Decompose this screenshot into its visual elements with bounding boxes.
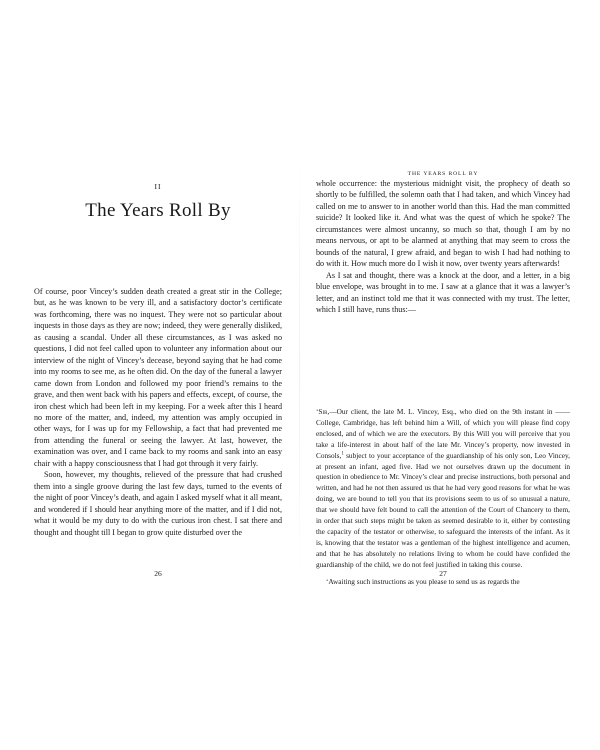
right-page-text <box>316 178 570 315</box>
left-page-text <box>34 286 282 538</box>
right-page <box>316 0 570 750</box>
letter-paragraph <box>316 407 570 571</box>
chapter-title: The Years Roll By <box>85 200 231 221</box>
quoted-letter <box>316 407 570 588</box>
letter-text: —Our client, the late M. L. Vincey, Esq., who died on the 9th instant in —— College, Cambridge, has left behind him a Will, of which you will please find copy enclosed, and of which we are the executors. By this Will you will perceive that you take a life-interest in about half of the late Mr. Vincey’s property, now invested in Consols, <box>316 407 570 460</box>
letter-text: subject to your acceptance of the guardianship of his only son, Leo Vincey, at present an infant, aged five. Had we not ourselves drawn up the document in question in obedience to Mr. Vincey’s clear and precise instructions, both personal and written, and had he not then assured us that he had very good reasons for what he was doing, we are bound to tell you that its provisions seem to us of so unusual a nature, that we should have felt bound to call the attention of the Court of Chancery to them, in order that such steps might be taken as seemed desirable to it, either by contesting the capacity of the testator or otherwise, to safeguard the interests of the infant. As it is, knowing that the testator was a gentleman of the highest intelligence and acumen, and that he has absolutely no relations living to whom he could have confided the guardianship of the child, we do not feel justified in taking this course. <box>316 450 570 569</box>
letter-salutation: ‘Sir, <box>316 407 330 416</box>
footnote-marker: 1 <box>341 451 344 457</box>
running-head: THE YEARS ROLL BY <box>407 171 479 177</box>
paragraph: As I sat and thought, there was a knock at the door, and a letter, in a big blue envelope, was brought in to me. I saw at a glance that it was a lawyer’s letter, and an instinct told me that it was connected with my trust. The letter, which I still have, runs thus:— <box>316 270 570 314</box>
letter-closing: ‘Awaiting such instructions as you please to send us as regards the <box>326 576 520 586</box>
paragraph: Soon, however, my thoughts, relieved of the pressure that had crushed them into a single groove during the last few days, turned to the events of the night of poor Vincey’s death, and again I asked myself what it all meant, and wondered if I should hear anything more of the matter, and if I did not, what it would be my duty to do with the curious iron chest. I sat there and thought and thought till I began to grow quite disturbed over the <box>34 470 282 537</box>
paragraph: whole occurrence: the mysterious midnight visit, the prophecy of death so shortly to be fulfilled, the solemn oath that I had taken, and which Vincey had called on me to answer to in another world than this. Had the man committed suicide? It looked like it. And what was the quest of which he spoke? The circumstances were almost uncanny, so much so that, though I am by no means nervous, or apt to be alarmed at anything that may seem to cross the bounds of the natural, I grew afraid, and began to wish I had had nothing to do with it. How much more do I wish it now, over twenty years afterwards! <box>316 179 570 269</box>
left-page <box>34 0 282 750</box>
page-gutter <box>299 150 300 590</box>
page-number: 27 <box>439 569 447 578</box>
page-number: 26 <box>154 569 162 578</box>
chapter-number: II <box>154 182 162 191</box>
paragraph: Of course, poor Vincey’s sudden death created a great stir in the College; but, as he was known to be very ill, and a satisfactory doctor’s certificate was forthcoming, there was no inquest. They were not so particular about inquests in those days as they are now; indeed, they were generally disliked, as causing a scandal. Under all these circumstances, as I was asked no questions, I did not feel called upon to volunteer any information about our interview of the night of Vincey’s decease, beyond saying that he had come into my rooms to see me, as he often did. On the day of the funeral a lawyer came down from London and followed my poor friend’s remains to the grave, and then went back with his papers and effects, except, of course, the iron chest which had been left in my keeping. For a week after this I heard no more of the matter, and, indeed, my attention was amply occupied in other ways, for I was up for my Fellowship, a fact that had prevented me from attending the funeral or seeing the lawyer. At last, however, the examination was over, and I came back to my rooms and sank into an easy chair with a happy consciousness that I had got through it very fairly. <box>34 287 282 468</box>
